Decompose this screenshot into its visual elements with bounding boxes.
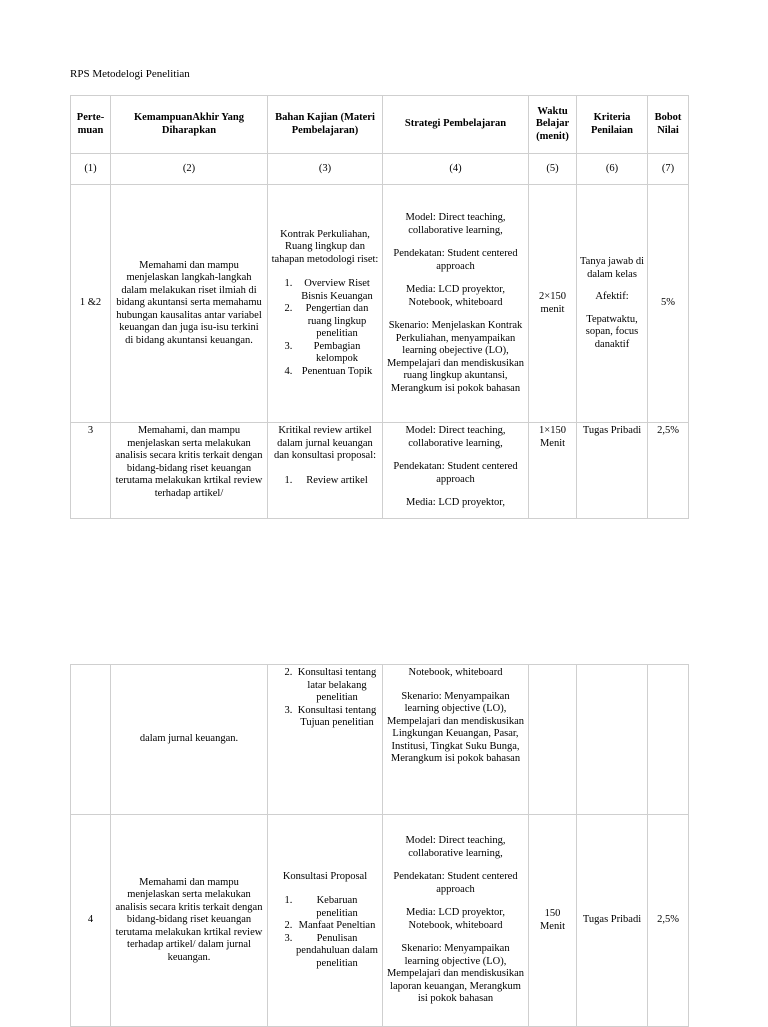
material-list	[271, 278, 379, 378]
criteria-cell	[577, 185, 648, 423]
list-item: 3. Penulisan pendahuluan dalam penelitian	[295, 933, 379, 971]
strategy-approach: Pendekatan: Student centered approach	[393, 461, 518, 485]
time-cell: 2×150 menit	[529, 185, 577, 423]
list-item: 1. Overview Riset Bisnis Keuangan	[295, 278, 379, 303]
material-list	[271, 895, 379, 970]
material-cell	[268, 815, 383, 1027]
material-list	[271, 667, 379, 730]
strategy-media: Media: LCD proyektor,	[405, 497, 506, 508]
strategy-scenario: Skenario: Menyampaikan learning objective (LO), Mempelajari dan mendiskusikan Lingkungan Keuangan, Pasar, Institusi, Tingkat Suku Bunga, Merangkum isi pokok bahasan	[386, 690, 525, 764]
strategy-media: Notebook, whiteboard	[408, 667, 503, 678]
strategy-model: Model: Direct teaching, collaborative learning,	[405, 212, 506, 236]
criteria-text: Afektif:	[595, 291, 629, 302]
strategy-model: Model: Direct teaching, collaborative learning,	[405, 835, 506, 859]
strategy-cell	[383, 185, 529, 423]
strategy-scenario: Skenario: Menyampaikan learning objective (LO), Mempelajari dan mendiskusikan laporan keuangan, Merangkum isi pokok bahasan	[386, 943, 525, 1005]
meeting-cell: 4	[71, 815, 111, 1027]
strategy-scenario: Skenario: Menjelaskan Kontrak Perkuliahan, menyampaikan learning obejective (LO), Mempelajari dan mendiskusikan ruang lingkup akuntansi, Merangkum isi pokok bahasan	[386, 320, 525, 394]
header-criteria: Kriteria Penilaian	[577, 96, 648, 154]
weight-cell	[648, 665, 689, 815]
weight-cell: 2,5%	[648, 815, 689, 1027]
header-row	[71, 96, 689, 154]
weight-cell: 5%	[648, 185, 689, 423]
header-ability: KemampuanAkhir Yang Diharapkan	[111, 96, 268, 154]
number-cell: (6)	[577, 154, 648, 185]
time-cell: 150 Menit	[529, 815, 577, 1027]
number-cell: (1)	[71, 154, 111, 185]
number-cell: (4)	[383, 154, 529, 185]
list-item: 3. Pembagian kelompok	[295, 341, 379, 366]
header-time: Waktu Belajar (menit)	[529, 96, 577, 154]
header-material: Bahan Kajian (Materi Pembelajaran)	[268, 96, 383, 154]
strategy-model: Model: Direct teaching, collaborative learning,	[405, 425, 506, 449]
strategy-media: Media: LCD proyektor, Notebook, whiteboard	[405, 907, 506, 931]
table-row	[71, 665, 689, 815]
list-item: 4. Penentuan Topik	[295, 366, 379, 379]
material-cell	[268, 665, 383, 815]
criteria-cell	[577, 665, 648, 815]
criteria-text: Tepatwaktu, sopan, focus danaktif	[585, 313, 639, 350]
strategy-cell	[383, 423, 529, 519]
material-cell	[268, 185, 383, 423]
list-item: 2. Manfaat Peneltian	[295, 920, 379, 933]
ability-cell: Memahami dan mampu menjelaskan langkah-langkah dalam melakukan riset ilmiah di bidang akuntansi serta memahamu hubungan kausalitas antar variabel keuangan dan juga isu-isu terkini di bidang akuntansi keuangan.	[111, 185, 268, 423]
list-item: 2. Konsultasi tentang latar belakang penelitian	[295, 667, 379, 705]
material-cell	[268, 423, 383, 519]
table-row	[71, 815, 689, 1027]
meeting-cell: 1 &2	[71, 185, 111, 423]
criteria-text: Tanya jawab di dalam kelas	[580, 256, 644, 280]
time-cell	[529, 665, 577, 815]
meeting-cell	[71, 665, 111, 815]
strategy-media: Media: LCD proyektor, Notebook, whiteboard	[405, 284, 506, 308]
time-cell: 1×150 Menit	[529, 423, 577, 519]
number-cell: (5)	[529, 154, 577, 185]
list-item: 2. Pengertian dan ruang lingkup penelitian	[295, 303, 379, 341]
list-item: 1. Review artikel	[295, 475, 379, 488]
weight-cell: 2,5%	[648, 423, 689, 519]
list-item: 3. Konsultasi tentang Tujuan penelitian	[295, 705, 379, 730]
criteria-cell: Tugas Pribadi	[577, 423, 648, 519]
number-cell: (2)	[111, 154, 268, 185]
strategy-approach: Pendekatan: Student centered approach	[393, 871, 518, 895]
ability-cell: Memahami dan mampu menjelaskan serta melakukan analisis secara kritis terkait dengan bidang-bidang riset keuangan terutama melakukan krtikal review terhadap artikel/ dalam jurnal keuangan.	[111, 815, 268, 1027]
rps-table-page-1	[70, 95, 689, 519]
strategy-cell	[383, 665, 529, 815]
number-cell: (3)	[268, 154, 383, 185]
ability-cell: Memahami, dan mampu menjelaskan serta melakukan analisis secara kritis terkait dengan bidang-bidang riset keuangan terutama melakukan krtikal review terhadap artikel/	[111, 423, 268, 519]
strategy-approach: Pendekatan: Student centered approach	[393, 248, 518, 272]
table-row	[71, 423, 689, 519]
header-meeting: Perte- muan	[71, 96, 111, 154]
header-strategy: Strategi Pembelajaran	[383, 96, 529, 154]
material-intro: Kontrak Perkuliahan, Ruang lingkup dan tahapan metodologi riset:	[271, 228, 379, 265]
list-item: 1. Kebaruan penelitian	[295, 895, 379, 920]
strategy-cell	[383, 815, 529, 1027]
ability-cell: dalam jurnal keuangan.	[111, 665, 268, 815]
header-weight: Bobot Nilai	[648, 96, 689, 154]
meeting-cell: 3	[71, 423, 111, 519]
numbering-row	[71, 154, 689, 185]
material-intro: Kritikal review artikel dalam jurnal keuangan dan konsultasi proposal:	[273, 425, 377, 461]
rps-table-page-2	[70, 664, 689, 1027]
criteria-cell: Tugas Pribadi	[577, 815, 648, 1027]
material-list	[271, 475, 379, 488]
document-title: RPS Metodelogi Penelitian	[70, 68, 190, 80]
table-row	[71, 185, 689, 423]
number-cell: (7)	[648, 154, 689, 185]
material-intro: Konsultasi Proposal	[282, 870, 368, 882]
